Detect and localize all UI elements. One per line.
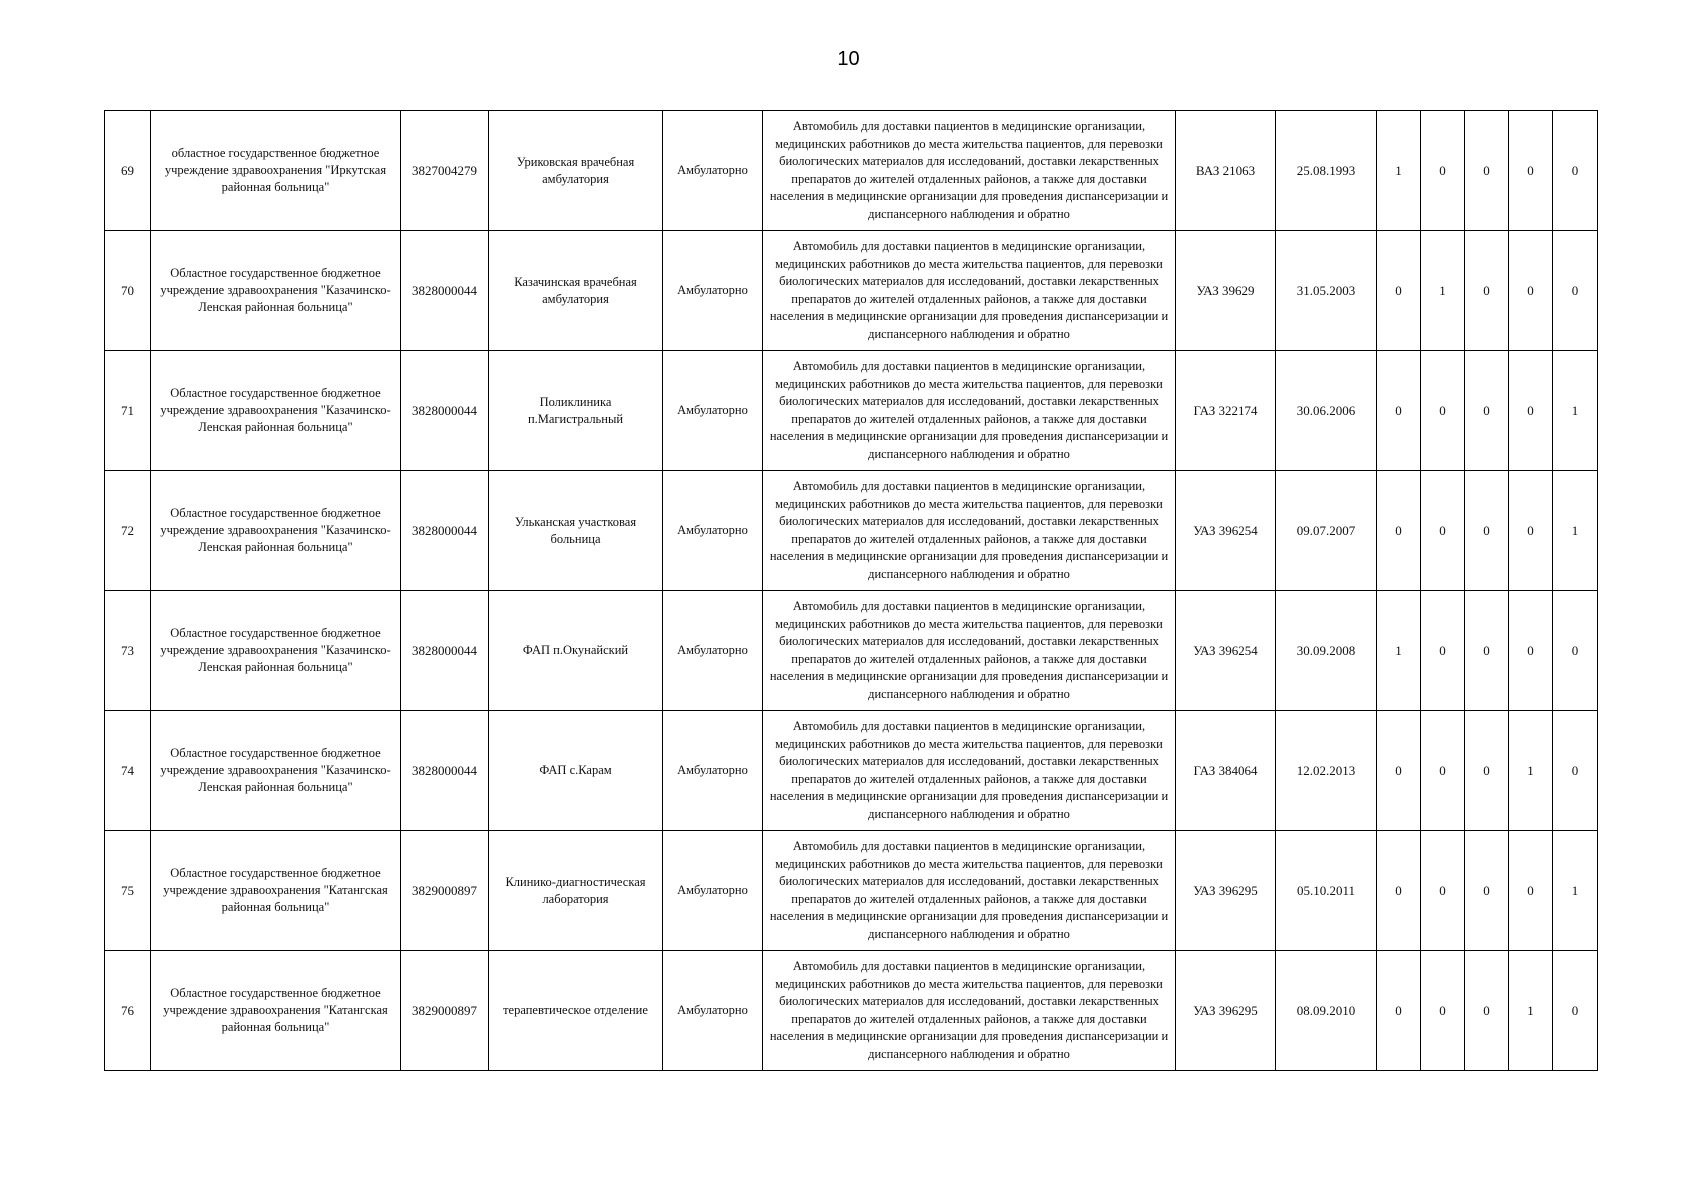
count-col-3: 0 xyxy=(1465,711,1509,831)
vehicle-model: УАЗ 39629 xyxy=(1176,231,1276,351)
count-col-5: 1 xyxy=(1553,351,1598,471)
care-form: Амбулаторно xyxy=(663,711,763,831)
vehicle-purpose: Автомобиль для доставки пациентов в медицинские организации, медицинских работников до места жительства пациентов, для перевозки биологических материалов для исследований, доставки лекарственных препаратов до жителей отдаленных районов, а также для доставки населения в медицинские организации для проведения диспансеризации и диспансерного наблюдения и обратно xyxy=(763,711,1176,831)
division-name: Уриковская врачебная амбулатория xyxy=(489,111,663,231)
count-col-2: 0 xyxy=(1421,951,1465,1071)
count-col-3: 0 xyxy=(1465,591,1509,711)
count-col-1: 0 xyxy=(1377,351,1421,471)
registration-date: 25.08.1993 xyxy=(1276,111,1377,231)
care-form: Амбулаторно xyxy=(663,351,763,471)
count-col-2: 0 xyxy=(1421,591,1465,711)
vehicle-purpose: Автомобиль для доставки пациентов в медицинские организации, медицинских работников до места жительства пациентов, для перевозки биологических материалов для исследований, доставки лекарственных препаратов до жителей отдаленных районов, а также для доставки населения в медицинские организации для проведения диспансеризации и диспансерного наблюдения и обратно xyxy=(763,471,1176,591)
count-col-5: 0 xyxy=(1553,231,1598,351)
count-col-4: 0 xyxy=(1509,831,1553,951)
vehicle-model: ВАЗ 21063 xyxy=(1176,111,1276,231)
organization-name: Областное государственное бюджетное учреждение здравоохранения "Катангская районная больница" xyxy=(151,831,401,951)
organization-name: областное государственное бюджетное учреждение здравоохранения "Иркутская районная больница" xyxy=(151,111,401,231)
count-col-4: 0 xyxy=(1509,111,1553,231)
count-col-1: 0 xyxy=(1377,831,1421,951)
care-form: Амбулаторно xyxy=(663,951,763,1071)
count-col-2: 0 xyxy=(1421,351,1465,471)
organization-name: Областное государственное бюджетное учреждение здравоохранения "Казачинско-Ленская районная больница" xyxy=(151,351,401,471)
row-index: 70 xyxy=(105,231,151,351)
care-form: Амбулаторно xyxy=(663,231,763,351)
vehicle-model: УАЗ 396254 xyxy=(1176,591,1276,711)
count-col-3: 0 xyxy=(1465,231,1509,351)
organization-name: Областное государственное бюджетное учреждение здравоохранения "Катангская районная больница" xyxy=(151,951,401,1071)
row-index: 69 xyxy=(105,111,151,231)
registration-date: 09.07.2007 xyxy=(1276,471,1377,591)
care-form: Амбулаторно xyxy=(663,111,763,231)
care-form: Амбулаторно xyxy=(663,471,763,591)
organization-name: Областное государственное бюджетное учреждение здравоохранения "Казачинско-Ленская районная больница" xyxy=(151,591,401,711)
count-col-2: 0 xyxy=(1421,711,1465,831)
vehicle-model: УАЗ 396254 xyxy=(1176,471,1276,591)
count-col-5: 0 xyxy=(1553,111,1598,231)
vehicle-purpose: Автомобиль для доставки пациентов в медицинские организации, медицинских работников до места жительства пациентов, для перевозки биологических материалов для исследований, доставки лекарственных препаратов до жителей отдаленных районов, а также для доставки населения в медицинские организации для проведения диспансеризации и диспансерного наблюдения и обратно xyxy=(763,591,1176,711)
division-name: Поликлиника п.Магистральный xyxy=(489,351,663,471)
count-col-2: 0 xyxy=(1421,471,1465,591)
registration-date: 30.06.2006 xyxy=(1276,351,1377,471)
row-index: 72 xyxy=(105,471,151,591)
count-col-3: 0 xyxy=(1465,831,1509,951)
count-col-1: 1 xyxy=(1377,111,1421,231)
registration-date: 08.09.2010 xyxy=(1276,951,1377,1071)
row-index: 74 xyxy=(105,711,151,831)
vehicle-purpose: Автомобиль для доставки пациентов в медицинские организации, медицинских работников до места жительства пациентов, для перевозки биологических материалов для исследований, доставки лекарственных препаратов до жителей отдаленных районов, а также для доставки населения в медицинские организации для проведения диспансеризации и диспансерного наблюдения и обратно xyxy=(763,351,1176,471)
table-row xyxy=(105,471,1598,591)
vehicle-model: УАЗ 396295 xyxy=(1176,951,1276,1071)
inn-code: 3828000044 xyxy=(401,711,489,831)
division-name: Казачинская врачебная амбулатория xyxy=(489,231,663,351)
vehicle-model: ГАЗ 384064 xyxy=(1176,711,1276,831)
inn-code: 3829000897 xyxy=(401,951,489,1071)
inn-code: 3828000044 xyxy=(401,471,489,591)
vehicle-purpose: Автомобиль для доставки пациентов в медицинские организации, медицинских работников до места жительства пациентов, для перевозки биологических материалов для исследований, доставки лекарственных препаратов до жителей отдаленных районов, а также для доставки населения в медицинские организации для проведения диспансеризации и диспансерного наблюдения и обратно xyxy=(763,831,1176,951)
row-index: 73 xyxy=(105,591,151,711)
registration-date: 12.02.2013 xyxy=(1276,711,1377,831)
division-name: терапевтическое отделение xyxy=(489,951,663,1071)
count-col-2: 0 xyxy=(1421,111,1465,231)
table-row xyxy=(105,351,1598,471)
count-col-4: 0 xyxy=(1509,231,1553,351)
count-col-1: 0 xyxy=(1377,711,1421,831)
care-form: Амбулаторно xyxy=(663,591,763,711)
vehicle-purpose: Автомобиль для доставки пациентов в медицинские организации, медицинских работников до места жительства пациентов, для перевозки биологических материалов для исследований, доставки лекарственных препаратов до жителей отдаленных районов, а также для доставки населения в медицинские организации для проведения диспансеризации и диспансерного наблюдения и обратно xyxy=(763,111,1176,231)
vehicle-registry-table xyxy=(104,110,1598,1071)
division-name: Ульканская участковая больница xyxy=(489,471,663,591)
count-col-3: 0 xyxy=(1465,471,1509,591)
page-number: 10 xyxy=(837,48,860,70)
table-row xyxy=(105,711,1598,831)
care-form: Амбулаторно xyxy=(663,831,763,951)
count-col-3: 0 xyxy=(1465,111,1509,231)
count-col-1: 0 xyxy=(1377,471,1421,591)
vehicle-model: УАЗ 396295 xyxy=(1176,831,1276,951)
inn-code: 3828000044 xyxy=(401,351,489,471)
count-col-5: 0 xyxy=(1553,591,1598,711)
count-col-3: 0 xyxy=(1465,351,1509,471)
count-col-1: 1 xyxy=(1377,591,1421,711)
inn-code: 3829000897 xyxy=(401,831,489,951)
registration-date: 05.10.2011 xyxy=(1276,831,1377,951)
count-col-2: 1 xyxy=(1421,231,1465,351)
count-col-4: 1 xyxy=(1509,951,1553,1071)
count-col-3: 0 xyxy=(1465,951,1509,1071)
table-row xyxy=(105,831,1598,951)
count-col-4: 0 xyxy=(1509,351,1553,471)
division-name: ФАП п.Окунайский xyxy=(489,591,663,711)
registration-date: 31.05.2003 xyxy=(1276,231,1377,351)
count-col-5: 1 xyxy=(1553,831,1598,951)
count-col-4: 0 xyxy=(1509,591,1553,711)
vehicle-model: ГАЗ 322174 xyxy=(1176,351,1276,471)
registration-date: 30.09.2008 xyxy=(1276,591,1377,711)
division-name: Клинико-диагностическая лаборатория xyxy=(489,831,663,951)
row-index: 75 xyxy=(105,831,151,951)
inn-code: 3827004279 xyxy=(401,111,489,231)
inn-code: 3828000044 xyxy=(401,231,489,351)
organization-name: Областное государственное бюджетное учреждение здравоохранения "Казачинско-Ленская районная больница" xyxy=(151,471,401,591)
count-col-5: 0 xyxy=(1553,951,1598,1071)
count-col-5: 1 xyxy=(1553,471,1598,591)
vehicle-purpose: Автомобиль для доставки пациентов в медицинские организации, медицинских работников до места жительства пациентов, для перевозки биологических материалов для исследований, доставки лекарственных препаратов до жителей отдаленных районов, а также для доставки населения в медицинские организации для проведения диспансеризации и диспансерного наблюдения и обратно xyxy=(763,231,1176,351)
table-row xyxy=(105,591,1598,711)
vehicle-purpose: Автомобиль для доставки пациентов в медицинские организации, медицинских работников до места жительства пациентов, для перевозки биологических материалов для исследований, доставки лекарственных препаратов до жителей отдаленных районов, а также для доставки населения в медицинские организации для проведения диспансеризации и диспансерного наблюдения и обратно xyxy=(763,951,1176,1071)
table-row xyxy=(105,951,1598,1071)
count-col-1: 0 xyxy=(1377,231,1421,351)
count-col-4: 0 xyxy=(1509,471,1553,591)
count-col-1: 0 xyxy=(1377,951,1421,1071)
count-col-4: 1 xyxy=(1509,711,1553,831)
division-name: ФАП с.Карам xyxy=(489,711,663,831)
organization-name: Областное государственное бюджетное учреждение здравоохранения "Казачинско-Ленская районная больница" xyxy=(151,231,401,351)
table-body xyxy=(105,111,1598,1071)
organization-name: Областное государственное бюджетное учреждение здравоохранения "Казачинско-Ленская районная больница" xyxy=(151,711,401,831)
count-col-2: 0 xyxy=(1421,831,1465,951)
count-col-5: 0 xyxy=(1553,711,1598,831)
row-index: 76 xyxy=(105,951,151,1071)
table-row xyxy=(105,111,1598,231)
table-row xyxy=(105,231,1598,351)
inn-code: 3828000044 xyxy=(401,591,489,711)
row-index: 71 xyxy=(105,351,151,471)
